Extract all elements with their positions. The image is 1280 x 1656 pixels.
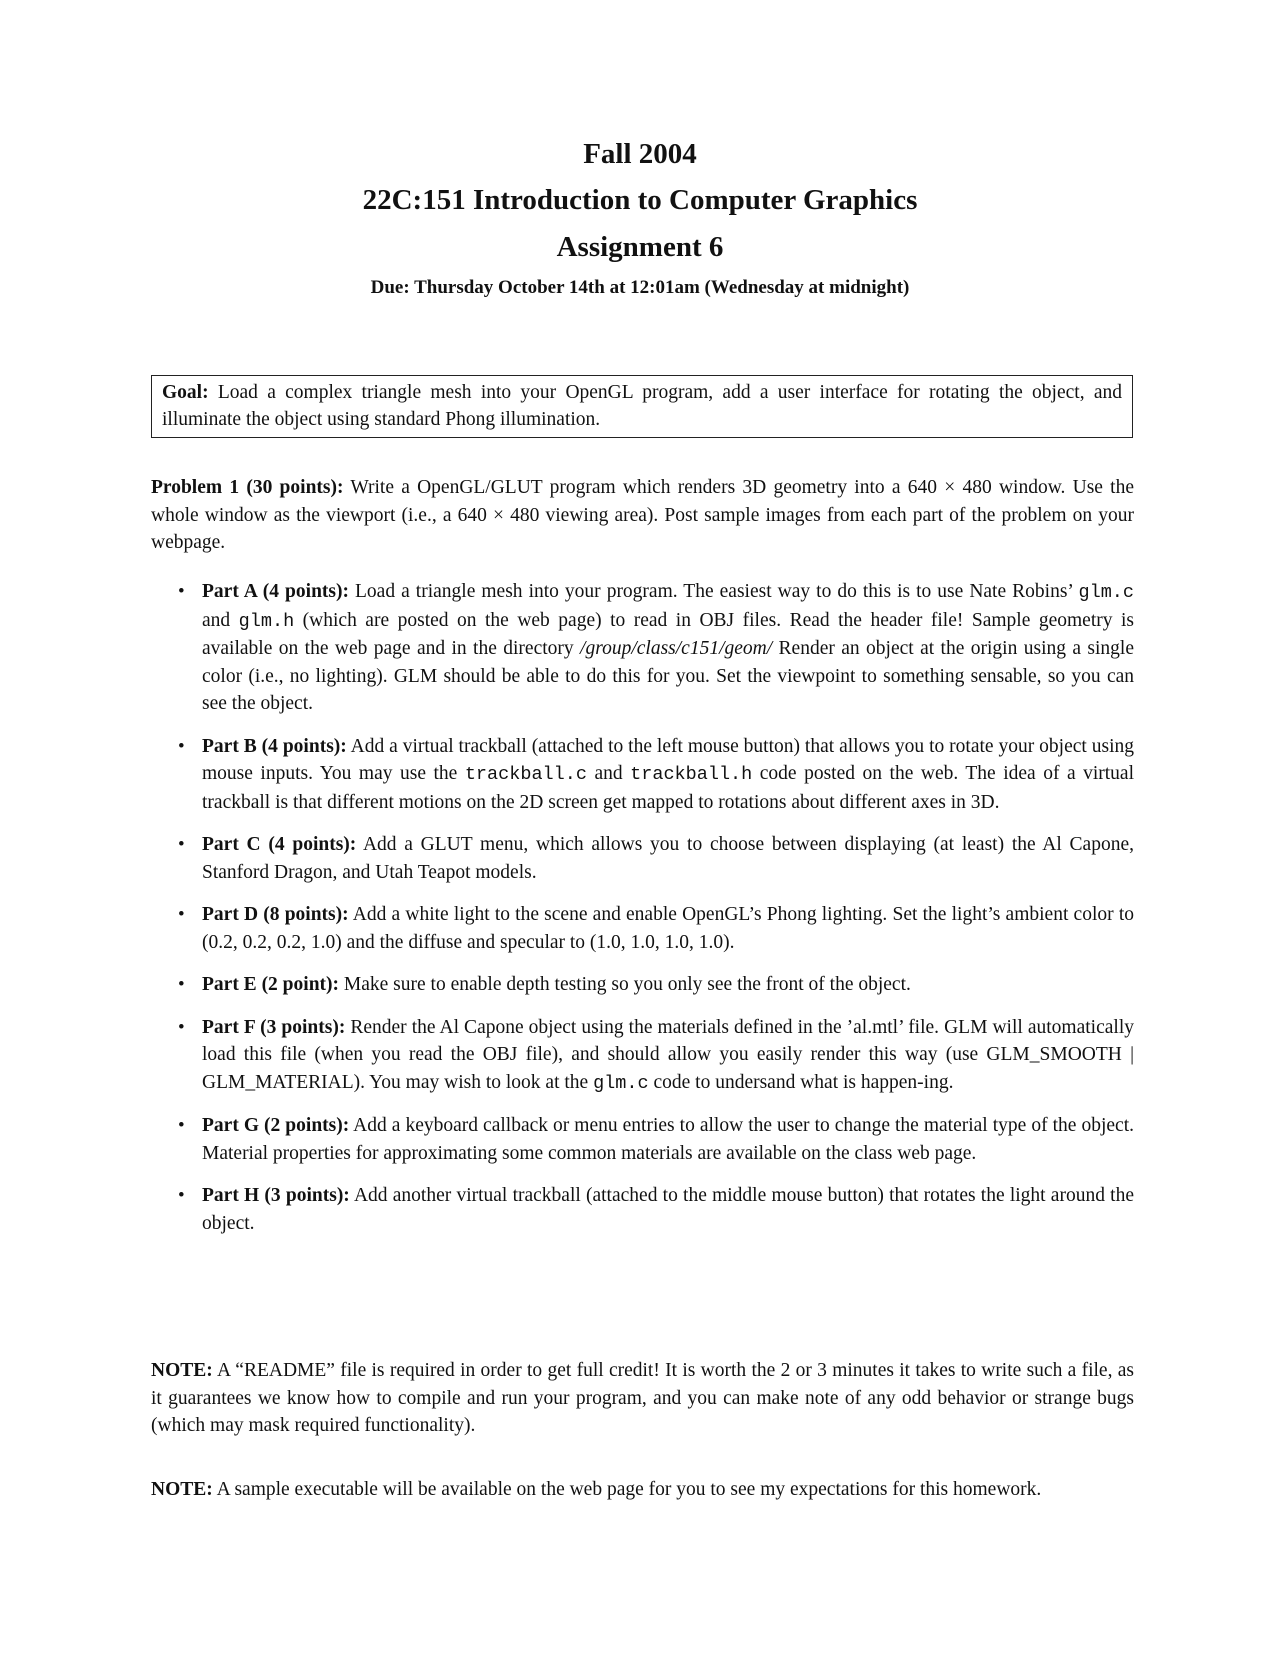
part-d: [151, 901, 1134, 956]
problem-1: [151, 474, 1134, 557]
assignment-heading: Assignment 6: [556, 231, 724, 263]
bullet-icon: •: [178, 974, 185, 995]
part-b: [151, 733, 1134, 817]
part-e: [151, 971, 1134, 999]
problem-1-label: Problem 1 (30 points):: [151, 477, 344, 498]
part-a-code-2: glm.h: [238, 610, 295, 632]
parts-list: [151, 578, 1134, 1252]
bullet-icon: •: [178, 1185, 185, 1206]
part-f-text-2: code to undersand what is happen-ing.: [648, 1071, 954, 1093]
term-heading: Fall 2004: [583, 138, 697, 170]
goal-box: [151, 375, 1133, 438]
part-c: [151, 831, 1134, 886]
part-h-text: Add another virtual trackball (attached to the middle mouse button) that rotates the light around the object.: [202, 1185, 1134, 1234]
part-c-text: Add a GLUT menu, which allows you to choose between displaying (at least) the Al Capone, Stanford Dragon, and Utah Teapot models.: [202, 834, 1134, 883]
part-g-label: Part G (2 points):: [202, 1115, 350, 1136]
part-f-label: Part F (3 points):: [202, 1016, 346, 1038]
note-2-text: A sample executable will be available on the web page for you to see my expectations for this homework.: [212, 1479, 1042, 1500]
part-d-text: Add a white light to the scene and enable OpenGL’s Phong lighting. Set the light’s ambient color to (0.2, 0.2, 0.2, 1.0) and the diffuse and specular to (1.0, 1.0, 1.0, 1.0).: [202, 904, 1134, 953]
part-f-text-1: Render the Al Capone object using the materials defined in the ’al.mtl’ file. GLM will automatically load this file (when you read the OBJ file), and should allow you easily render this way (use GLM_SMOOTH | GLM_MATERIAL). You may wish to look at the: [202, 1016, 1134, 1093]
note-sample-executable: [151, 1476, 1134, 1504]
part-b-code-2: trackball.h: [630, 764, 753, 785]
part-g-text: Add a keyboard callback or menu entries to allow the user to change the material type of the object. Material properties for approximating some common materials are available on the class web page.: [202, 1115, 1134, 1164]
part-g: [151, 1112, 1134, 1167]
goal-label: Goal:: [162, 382, 209, 403]
part-a-text-2: and: [202, 609, 239, 631]
note-1-label: NOTE:: [151, 1360, 213, 1381]
part-b-text-1: Add a virtual trackball (attached to the left mouse button) that allows you to rotate your object using mouse inputs. You may use the: [202, 735, 1134, 784]
part-e-label: Part E (2 point):: [202, 974, 340, 995]
note-2-label: NOTE:: [151, 1479, 213, 1500]
problem-1-text: Write a OpenGL/GLUT program which renders 3D geometry into a 640 × 480 window. Use the whole window as the viewport (i.e., a 640 × 480 viewing area). Post sample images from each part of the problem on your webpage.: [151, 477, 1134, 553]
part-a-code-1: glm.c: [1078, 582, 1134, 603]
part-b-text-3: code posted on the web. The idea of a virtual trackball is that different motions on the 2D screen get mapped to rotations about different axes in 3D.: [202, 763, 1135, 813]
part-h: [151, 1182, 1134, 1237]
bullet-icon: •: [178, 1016, 185, 1038]
bullet-icon: •: [178, 735, 185, 757]
part-d-label: Part D (8 points):: [202, 904, 349, 925]
bullet-icon: •: [178, 834, 185, 855]
part-e-text: Make sure to enable depth testing so you only see the front of the object.: [339, 974, 911, 995]
part-a-text-3: (which are posted on the web page) to read in OBJ files. Read the header file! Sample geometry is available on the web page and in the directory: [202, 609, 1134, 659]
part-b-code-1: trackball.c: [464, 764, 587, 785]
note-1-text: A “README” file is required in order to get full credit! It is worth the 2 or 3 minutes it takes to write such a file, as it guarantees we know how to compile and run your program, and you can make note of any odd behavior or strange bugs (which may mask required functionality).: [151, 1360, 1134, 1436]
goal-text: Load a complex triangle mesh into your OpenGL program, add a user interface for rotating the object, and illuminate the object using standard Phong illumination.: [162, 382, 1122, 430]
part-b-label: Part B (4 points):: [202, 735, 347, 757]
part-a-label: Part A (4 points):: [202, 581, 349, 602]
note-readme: [151, 1357, 1134, 1440]
part-c-label: Part C (4 points):: [202, 834, 357, 855]
bullet-icon: •: [178, 581, 185, 602]
part-b-text-2: and: [586, 763, 631, 784]
part-a-path: /group/class/c151/geom/: [580, 638, 773, 659]
part-a-text-1: Load a triangle mesh into your program. The easiest way to do this is to use Nate Robins’: [349, 581, 1079, 602]
part-h-label: Part H (3 points):: [202, 1185, 350, 1206]
bullet-icon: •: [178, 1115, 185, 1136]
part-f-code-1: glm.c: [593, 1072, 649, 1094]
part-f: [151, 1014, 1134, 1098]
bullet-icon: •: [178, 904, 185, 925]
due-date: Due: Thursday October 14th at 12:01am (Wednesday at midnight): [370, 277, 910, 298]
course-heading: 22C:151 Introduction to Computer Graphics: [362, 184, 918, 216]
part-a-text-4: Render an object at the origin using a single color (i.e., no lighting). GLM should be able to do this for you. Set the viewpoint to something sensable, so you can see the object.: [202, 638, 1134, 714]
part-a: [151, 578, 1134, 718]
